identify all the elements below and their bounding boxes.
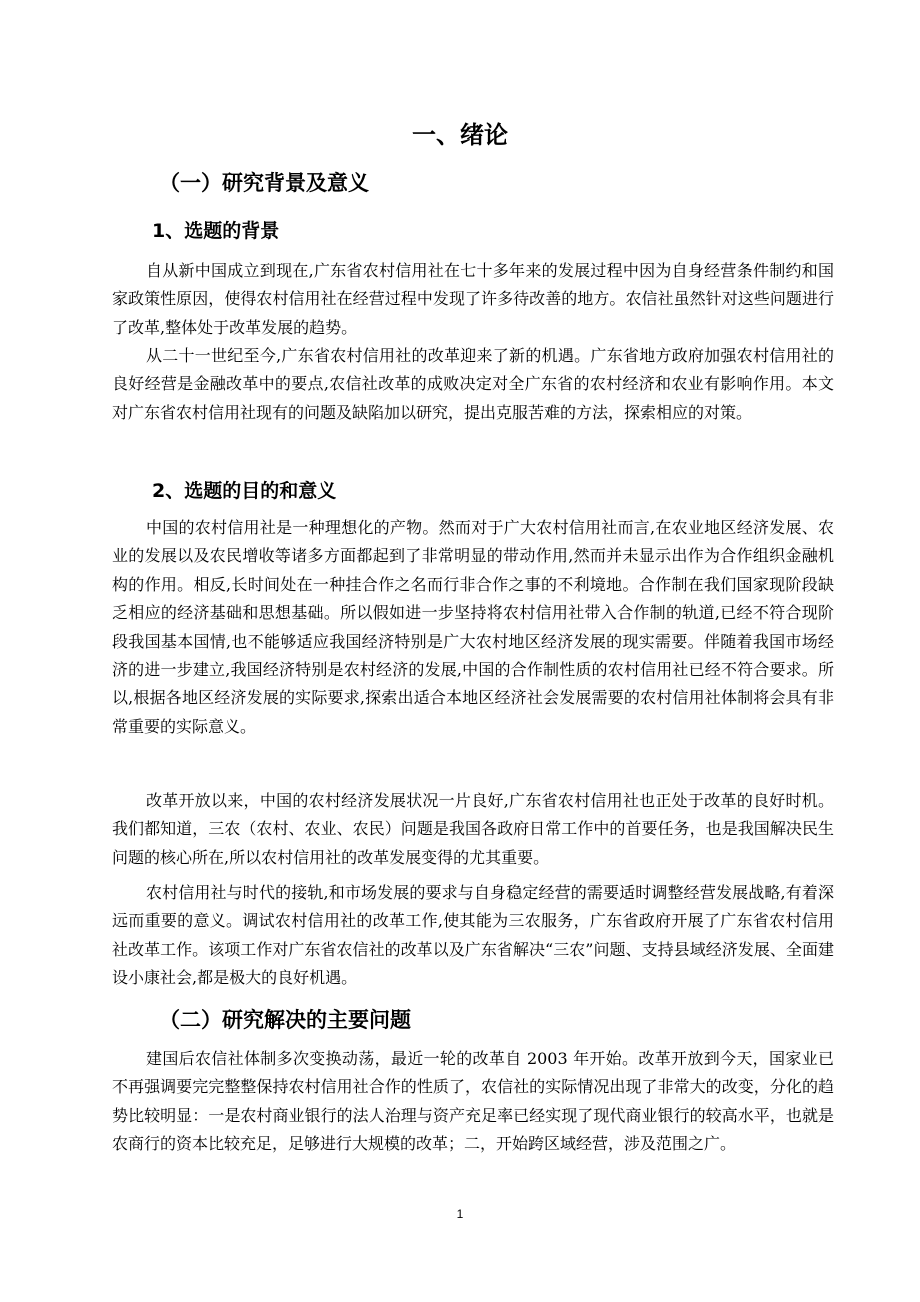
- paragraph: 农村信用社与时代的接轨,和市场发展的要求与自身稳定经营的需要适时调整经营发展战略,有着深远而重要的意义。调试农村信用社的改革工作,使其能为三农服务，广东省政府开展了广东省农村信用社改革工作。该项工作对广东省农信社的改革以及广东省解决“三农”问题、支持县域经济发展、全面建设小康社会,都是极大的良好机遇。: [112, 883, 834, 988]
- paragraph: 自从新中国成立到现在,广东省农村信用社在七十多年来的发展过程中因为自身经营条件制约和国家政策性原因，使得农村信用社在经营过程中发现了许多待改善的地方。农信社虽然针对这些问题进行了改革,整体处于改革发展的趋势。: [112, 261, 834, 337]
- paragraph: 建国后农信社体制多次变换动荡，最近一轮的改革自 2003 年开始。改革开放到今天，国家业已不再强调要完完整整保持农村信用社合作的性质了，农信社的实际情况出现了非常大的改变，分化的趋势比较明显：一是农村商业银行的法人治理与资产充足率已经实现了现代商业银行的较高水平，也就是农商行的资本比较充足，足够进行大规模的改革；二，开始跨区域经营，涉及范围之广。: [112, 1049, 834, 1154]
- page-number: 1: [456, 1207, 464, 1221]
- section-heading-main-problems: （二）研究解决的主要问题: [159, 1008, 411, 1032]
- subsection-heading-topic-purpose: 2、选题的目的和意义: [152, 480, 337, 502]
- chapter-title: 一、绪论: [412, 121, 508, 149]
- paragraph: 中国的农村信用社是一种理想化的产物。然而对于广大农村信用社而言,在农业地区经济发展、农业的发展以及农民增收等诸多方面都起到了非常明显的带动作用,然而并未显示出作为合作组织金融机构的作用。相反,长时间处在一种挂合作之名而行非合作之事的不利境地。合作制在我们国家现阶段缺乏相应的经济基础和思想基础。所以假如进一步坚持将农村信用社带入合作制的轨道,已经不符合现阶段我国基本国情,也不能够适应我国经济特别是广大农村地区经济发展的现实需要。伴随着我国市场经济的进一步建立,我国经济特别是农村经济的发展,中国的合作制性质的农村信用社已经不符合要求。所以,根据各地区经济发展的实际要求,探索出适合本地区经济社会发展需要的农村信用社体制将会具有非常重要的实际意义。: [112, 518, 834, 736]
- paragraph: 从二十一世纪至今,广东省农村信用社的改革迎来了新的机遇。广东省地方政府加强农村信用社的良好经营是金融改革中的要点,农信社改革的成败决定对全广东省的农村经济和农业有影响作用。本文对广东省农村信用社现有的问题及缺陷加以研究，提出克服苦难的方法，探索相应的对策。: [112, 346, 834, 422]
- paragraph: 改革开放以来，中国的农村经济发展状况一片良好,广东省农村信用社也正处于改革的良好时机。我们都知道，三农（农村、农业、农民）问题是我国各政府日常工作中的首要任务，也是我国解决民生问题的核心所在,所以农村信用社的改革发展变得的尤其重要。: [112, 791, 834, 867]
- subsection-heading-topic-background: 1、选题的背景: [152, 220, 280, 242]
- section-heading-research-background: （一）研究背景及意义: [159, 171, 369, 195]
